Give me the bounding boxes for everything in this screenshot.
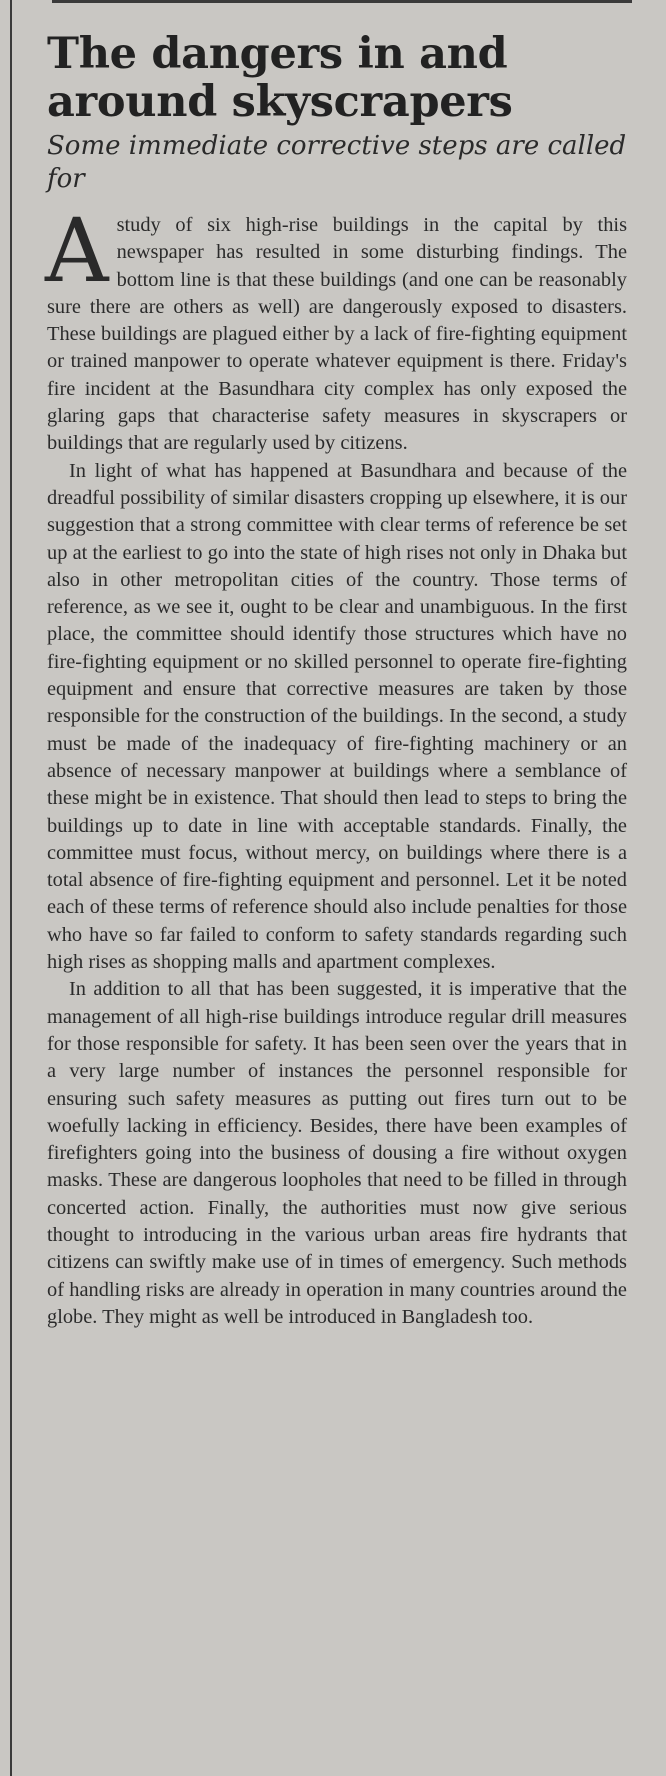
top-rule — [52, 0, 632, 3]
editorial-article — [47, 30, 627, 1331]
drop-cap: A — [45, 199, 109, 302]
deck-subheadline: Some immediate corrective steps are called for — [47, 131, 627, 194]
paragraph-1 — [45, 199, 627, 458]
paragraph-1-text: study of six high-rise buildings in the capital by this newspaper has resulted in some disturbing findings. The bottom line is that these buildings (and one can be reasonably sure there are others as well) are dangerously exposed to disasters. These buildings are plagued either by a lack of fire-fighting equipment or trained manpower to operate whatever equipment is there. Friday's fire incident at the Basundhara city complex has only exposed the glaring gaps that characterise safety measures in skyscrapers or buildings that are regularly used by citizens. — [47, 214, 627, 455]
article-body — [45, 199, 627, 1331]
headline: The dangers in and around skyscrapers — [47, 29, 513, 127]
paragraph-3: In addition to all that has been suggested, it is imperative that the management of all high-rise buildings introduce regular drill measures for those responsible for safety. It has been seen over the years that in a very large number of instances the personnel responsible for ensuring such safety measures as putting out fires turn out to be woefully lacking in efficiency. Besides, there have been examples of firefighters going into the business of dousing a fire without oxygen masks. These are dangerous loopholes that need to be filled in through concerted action. Finally, the authorities must now give serious thought to introducing in the various urban areas fire hydrants that citizens can swiftly make use of in times of emergency. Such methods of handling risks are already in operation in many countries around the globe. They might as well be introduced in Bangladesh too. — [47, 978, 627, 1328]
column-rule — [10, 0, 12, 1776]
paragraph-2: In light of what has happened at Basundhara and because of the dreadful possibility of similar disasters cropping up elsewhere, it is our suggestion that a strong committee with clear terms of reference be set up at the earliest to go into the state of high rises not only in Dhaka but also in other metropolitan cities of the country. Those terms of reference, as we see it, ought to be clear and unambiguous. In the first place, the committee should identify those structures which have no fire-fighting equipment or no skilled personnel to operate fire-fighting equipment and ensure that corrective measures are taken by those responsible for the construction of the buildings. In the second, a study must be made of the inadequacy of fire-fighting machinery or an absence of necessary manpower at buildings where a semblance of these might be in existence. That should then lead to steps to bring the buildings up to date in line with acceptable standards. Finally, the committee must focus, without mercy, on buildings where there is a total absence of fire-fighting equipment and personnel. Let it be noted each of these terms of reference should also include penalties for those who have so far failed to conform to safety standards regarding such high rises as shopping malls and apartment complexes. — [47, 459, 627, 974]
